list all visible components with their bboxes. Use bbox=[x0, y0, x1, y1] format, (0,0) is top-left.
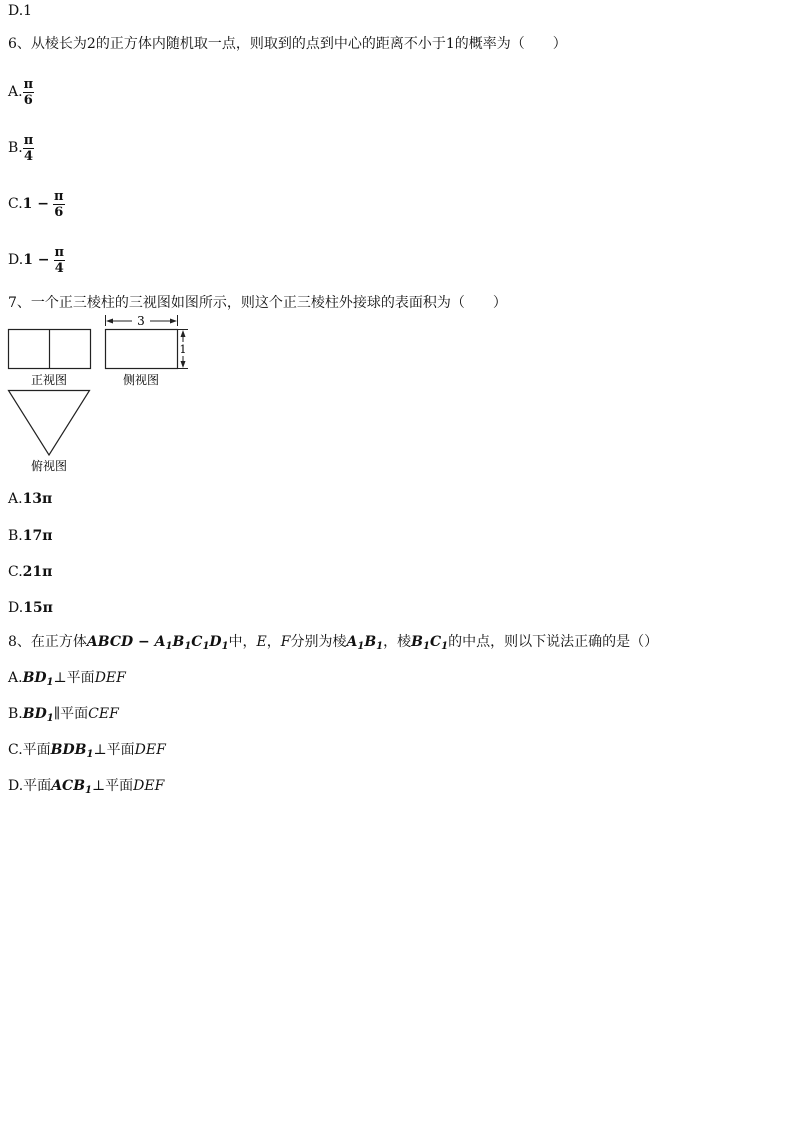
dim-arrow-down bbox=[181, 361, 186, 368]
q6-option-a[interactable] bbox=[8, 72, 34, 112]
q8-point-f: F bbox=[280, 634, 291, 650]
q7-option-a[interactable] bbox=[8, 490, 52, 508]
q6-option-b[interactable] bbox=[8, 128, 34, 168]
fraction-numerator: π bbox=[54, 188, 64, 204]
front-view-label: 正视图 bbox=[30, 373, 68, 387]
prev-option-d bbox=[8, 2, 32, 20]
q6-option-c-prefix: C. bbox=[8, 196, 23, 212]
q7-option-c-prefix: C. bbox=[8, 564, 23, 580]
q6-option-c-lead: 1 − bbox=[22, 196, 50, 212]
side-view-label: 侧视图 bbox=[122, 373, 160, 387]
q6-option-d-prefix: D. bbox=[8, 252, 24, 268]
q7-option-a-prefix: A. bbox=[8, 491, 23, 507]
subscript: 1 bbox=[184, 641, 192, 652]
q6-option-c[interactable] bbox=[8, 184, 65, 224]
prev-option-d-text: D.1 bbox=[8, 3, 33, 19]
q8-option-d-plane: DEF bbox=[133, 778, 165, 794]
q8-option-b-relation: ∥平面 bbox=[53, 706, 89, 722]
subscript: 1 bbox=[86, 749, 94, 760]
subscript: 1 bbox=[441, 641, 449, 652]
subscript: 1 bbox=[357, 641, 365, 652]
q6-option-d-fraction bbox=[54, 245, 66, 276]
fraction-denominator: 4 bbox=[23, 148, 34, 164]
q8-option-a-plane: DEF bbox=[94, 670, 126, 686]
q7-option-a-value: 13π bbox=[22, 491, 53, 507]
q8-option-d-prefix: D.平面 bbox=[8, 778, 52, 794]
dim-arrow-right bbox=[170, 319, 177, 324]
fraction-numerator: π bbox=[23, 76, 34, 92]
subscript: 1 bbox=[46, 677, 54, 688]
q6-option-a-fraction bbox=[23, 77, 35, 108]
q8-option-c-plane: DEF bbox=[134, 742, 166, 758]
q8-option-a-line: BD bbox=[22, 670, 47, 686]
q8-cube-name: C bbox=[191, 634, 203, 650]
q7-option-b-value: 17π bbox=[22, 528, 53, 544]
q8-option-b[interactable] bbox=[8, 705, 119, 728]
dim-height-label: 1 bbox=[179, 343, 187, 356]
q8-stem-part: 中， bbox=[228, 634, 257, 650]
subscript: 1 bbox=[376, 641, 384, 652]
subscript: 1 bbox=[165, 641, 173, 652]
q8-edge: C bbox=[429, 634, 442, 650]
subscript: 1 bbox=[85, 785, 92, 796]
q8-point-e: E bbox=[256, 634, 267, 650]
q8-edge: B bbox=[411, 634, 423, 650]
q8-stem bbox=[8, 633, 658, 656]
subscript: 1 bbox=[422, 641, 430, 652]
q8-option-c-prefix: C.平面 bbox=[8, 742, 51, 758]
q7-option-d-value: 15π bbox=[23, 600, 53, 616]
q8-stem-part: ，棱 bbox=[383, 634, 412, 650]
fraction-denominator: 6 bbox=[23, 92, 33, 108]
q7-option-d[interactable] bbox=[8, 599, 53, 617]
q8-stem-part: ， bbox=[266, 634, 281, 650]
q7-option-d-prefix: D. bbox=[8, 600, 24, 616]
q6-option-a-prefix: A. bbox=[8, 84, 23, 100]
q6-option-b-fraction bbox=[23, 133, 35, 164]
q7-option-b[interactable] bbox=[8, 527, 52, 545]
q8-option-d-plane1: ACB bbox=[51, 778, 86, 794]
q8-edge: A bbox=[346, 634, 358, 650]
q7-option-c-value: 21π bbox=[22, 564, 53, 580]
q6-option-d-lead: 1 − bbox=[23, 252, 50, 268]
q8-option-b-line: BD bbox=[22, 706, 47, 722]
q8-option-c[interactable] bbox=[8, 741, 166, 764]
q6-option-b-prefix: B. bbox=[8, 140, 23, 156]
q8-option-a[interactable] bbox=[8, 669, 126, 692]
dim-width-label: 3 bbox=[137, 314, 145, 328]
subscript: 1 bbox=[46, 713, 54, 724]
q8-option-d-relation: ⊥平面 bbox=[92, 778, 134, 794]
q8-option-d[interactable] bbox=[8, 777, 164, 800]
subscript: 1 bbox=[221, 641, 229, 652]
q6-option-c-fraction bbox=[53, 189, 65, 220]
q7-option-b-prefix: B. bbox=[8, 528, 23, 544]
q8-cube-name: B bbox=[172, 634, 185, 650]
q8-cube-name: ABCD − A bbox=[86, 634, 166, 650]
q7-option-c[interactable] bbox=[8, 563, 52, 581]
q6-stem: 6、从棱长为2的正方体内随机取一点，则取到的点到中心的距离不小于1的概率为（ ） bbox=[8, 36, 567, 52]
fraction-numerator: π bbox=[23, 132, 34, 148]
dim-arrow-left bbox=[106, 319, 113, 324]
q8-stem-part: 的中点，则以下说法正确的是（） bbox=[448, 634, 659, 650]
q8-cube-name: D bbox=[209, 634, 222, 650]
q7-stem: 7、一个正三棱柱的三视图如图所示，则这个正三棱柱外接球的表面积为（ ） bbox=[8, 295, 507, 311]
q8-option-a-relation: ⊥平面 bbox=[53, 670, 95, 686]
top-view-label: 俯视图 bbox=[30, 459, 68, 473]
q8-option-a-prefix: A. bbox=[8, 670, 23, 686]
q8-option-b-plane: CEF bbox=[88, 706, 119, 722]
subscript: 1 bbox=[202, 641, 210, 652]
q6-option-d[interactable] bbox=[8, 240, 65, 280]
top-view-triangle bbox=[9, 391, 90, 456]
three-view-figure bbox=[0, 312, 200, 477]
fraction-numerator: π bbox=[54, 244, 65, 260]
q8-option-b-prefix: B. bbox=[8, 706, 23, 722]
q8-option-c-plane1: BDB bbox=[50, 742, 87, 758]
q8-edge: B bbox=[364, 634, 377, 650]
dim-arrow-up bbox=[181, 330, 186, 337]
fraction-denominator: 4 bbox=[54, 260, 64, 276]
side-view-rect bbox=[106, 330, 178, 369]
q8-stem-part: 分别为棱 bbox=[290, 634, 347, 650]
fraction-denominator: 6 bbox=[54, 204, 64, 220]
q8-option-c-relation: ⊥平面 bbox=[93, 742, 135, 758]
q8-stem-part: 8、在正方体 bbox=[8, 634, 87, 650]
